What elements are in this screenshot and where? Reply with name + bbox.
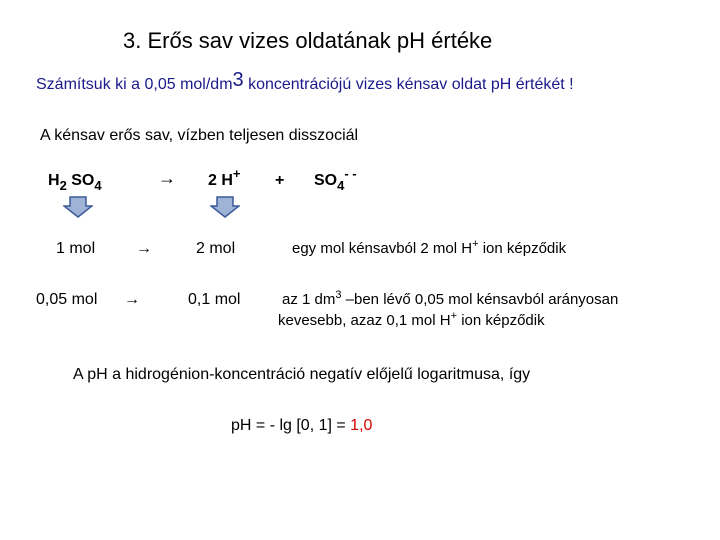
- product-sulfate-ion: $SO_4^{- -}$: [314, 166, 357, 193]
- reactant-h2so4: $H_2$ $SO_4$: [48, 172, 102, 193]
- row1-arrow: →: [136, 240, 152, 257]
- page-title: 3. Erős sav vizes oldatának pH értéke: [123, 28, 493, 53]
- row1-left: 1 mol: [56, 240, 96, 257]
- product-hydrogen-ion: 2 H+: [208, 166, 241, 189]
- row2-right: 0,1 mol: [188, 291, 241, 308]
- ph-value: 1,0: [350, 417, 373, 434]
- row1-note: egy mol kénsavból 2 mol H+ ion képződik: [292, 238, 567, 257]
- dissociation-statement: A kénsav erős sav, vízben teljesen disszociál: [40, 127, 359, 144]
- row1-right: 2 mol: [196, 240, 236, 257]
- row2-note-line2: kevesebb, azaz 0,1 mol H+ ion képződik: [278, 310, 545, 329]
- plus-sign: +: [275, 172, 285, 189]
- row2-left: 0,05 mol: [36, 291, 98, 308]
- task-text: Számítsuk ki a 0,05 mol/dm: [36, 76, 233, 93]
- ph-formula: pH = - lg [0, 1] =: [231, 417, 351, 434]
- task-statement: [36, 69, 574, 94]
- row2-note-line1: az 1 $dm^3$ –ben lévő 0,05 mol kénsavból arányosan: [282, 289, 619, 308]
- ph-result: [231, 417, 372, 435]
- task-exponent: 3: [232, 69, 244, 91]
- row2-arrow: →: [124, 291, 140, 308]
- reaction-arrow: →: [158, 168, 176, 188]
- task-text-end: koncentrációjú vizes kénsav oldat pH értékét !: [243, 76, 574, 93]
- arrow-down-icon: [210, 196, 240, 218]
- arrow-down-icon: [63, 196, 93, 218]
- ph-explanation: A pH a hidrogénion-koncentráció negatív előjelű logaritmusa, így: [73, 366, 531, 383]
